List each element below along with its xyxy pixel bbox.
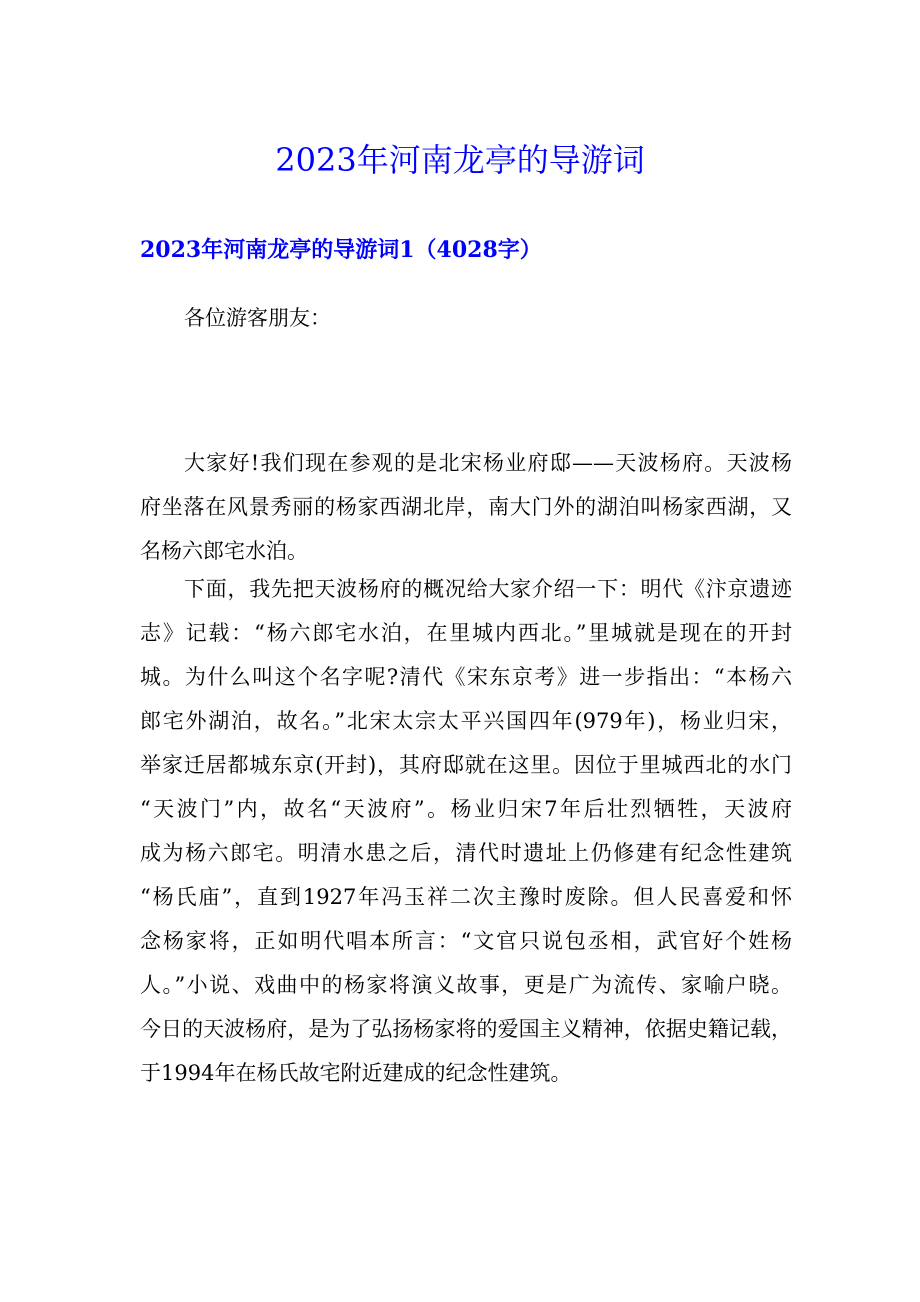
paragraph-line: 下面，我先把天波杨府的概况给大家介绍一下：明代《汴京遗迹 <box>184 577 792 601</box>
paragraph <box>140 567 792 1095</box>
paragraph-line: 城。为什么叫这个名字呢?清代《宋东京考》进一步指出：“本杨六 <box>140 665 792 689</box>
paragraph-line: 志》记载：“杨六郎宅水泊，在里城内西北。”里城就是现在的开封 <box>140 621 792 645</box>
greeting: 各位游客朋友： <box>184 306 331 330</box>
paragraph-line: “杨氏庙”，直到1927年冯玉祥二次主豫时废除。但人民喜爱和怀 <box>140 885 792 909</box>
paragraph-line: 名杨六郎宅水泊。 <box>140 539 308 563</box>
paragraph-line: 府坐落在风景秀丽的杨家西湖北岸，南大门外的湖泊叫杨家西湖，又 <box>140 495 792 519</box>
paragraph-line: 成为杨六郎宅。明清水患之后，清代时遗址上仍修建有纪念性建筑 <box>140 841 792 865</box>
paragraph-line: 举家迁居都城东京(开封)，其府邸就在这里。因位于里城西北的水门 <box>140 753 792 777</box>
paragraph-line: 大家好!我们现在参观的是北宋杨业府邸——天波杨府。天波杨 <box>184 451 792 475</box>
paragraph-line: 念杨家将，正如明代唱本所言：“文官只说包丞相，武官好个姓杨 <box>140 929 792 953</box>
paragraph-line: 人。”小说、戏曲中的杨家将演义故事，更是广为流传、家喻户晓。 <box>140 973 792 997</box>
paragraph <box>140 441 792 573</box>
paragraph-line: “天波门”内，故名“天波府”。杨业归宋7年后壮烈牺牲，天波府 <box>140 797 792 821</box>
section-heading: 2023年河南龙亭的导游词1（4028字） <box>140 237 542 263</box>
document-title: 2023年河南龙亭的导游词 <box>275 141 645 179</box>
paragraph-line: 郎宅外湖泊，故名。”北宋太宗太平兴国四年(979年)，杨业归宋， <box>140 709 792 733</box>
paragraph-line: 于1994年在杨氏故宅附近建成的纪念性建筑。 <box>140 1061 572 1085</box>
paragraph-line: 今日的天波杨府，是为了弘扬杨家将的爱国主义精神，依据史籍记载， <box>140 1017 792 1041</box>
